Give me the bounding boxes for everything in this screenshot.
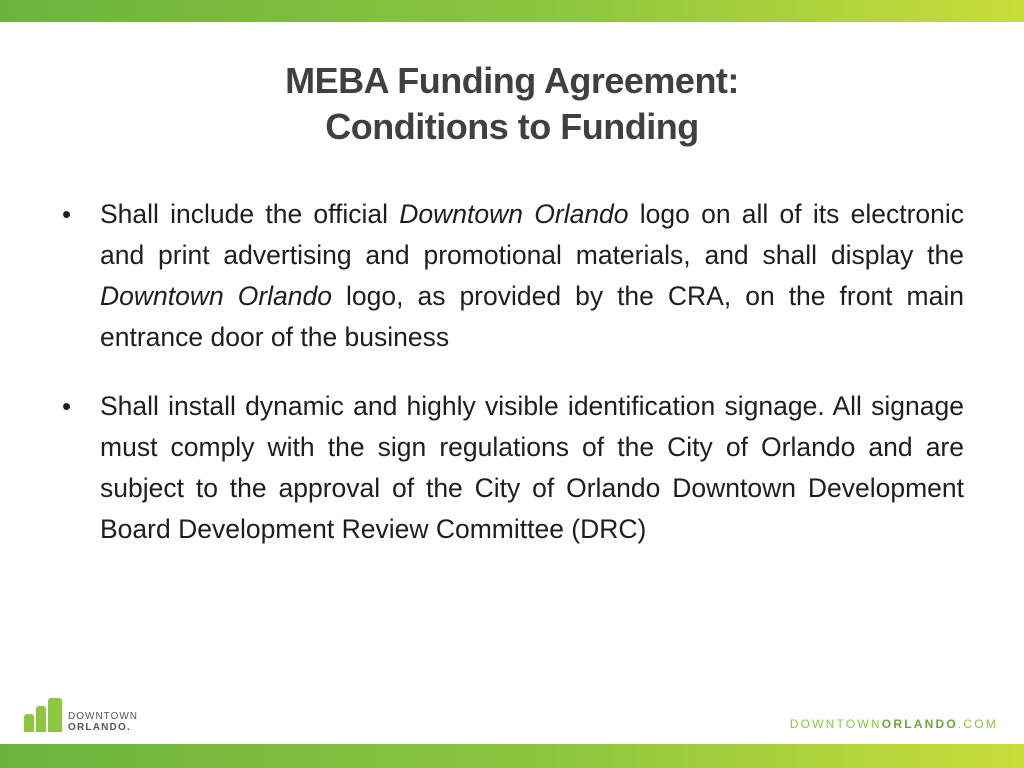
downtown-orlando-logo: [24, 690, 154, 736]
title-line-2: Conditions to Funding: [325, 106, 699, 147]
logo-line-1: DOWNTOWN: [68, 711, 139, 722]
website-post: .COM: [957, 717, 998, 731]
bullet-2-text: Shall install dynamic and highly visible identification signage. All signage must comply with the sign regulations of the City of Orlando and are subject to the approval of the City of Orlando Downtown Development Board Development Review Committee (DRC): [100, 391, 964, 544]
bullet-1-text-c: logo, as provided by the CRA, on the front main entrance door of the business: [100, 281, 964, 352]
logo-bar-icon: [48, 698, 62, 732]
website-url: [790, 717, 998, 731]
bullet-1-text-b: logo on all of its electronic and print advertising and promotional materials, and shall display the: [100, 199, 965, 270]
website-bold: ORLANDO: [881, 717, 958, 731]
bullet-item-signage: [62, 386, 964, 550]
website-pre: DOWNTOWN: [789, 717, 882, 731]
bullet-1-emphasis-a: Downtown Orlando: [399, 199, 629, 229]
bullet-1-emphasis-b: Downtown Orlando: [100, 281, 332, 311]
bullet-marker: •: [62, 391, 72, 421]
logo-wordmark: [68, 712, 138, 733]
title-line-1: MEBA Funding Agreement:: [285, 60, 739, 101]
bullet-marker: •: [62, 199, 72, 229]
bullet-item-logo: [62, 194, 964, 358]
bullet-1-text-a: Shall include the official: [100, 199, 400, 229]
slide-title: [0, 58, 1024, 150]
bottom-accent-bar: [0, 744, 1024, 768]
bullet-list: [62, 194, 964, 578]
logo-line-2: ORLANDO.: [68, 722, 131, 733]
logo-bar-icon: [36, 706, 46, 732]
top-accent-bar: [0, 0, 1024, 22]
logo-bar-icon: [24, 714, 34, 732]
